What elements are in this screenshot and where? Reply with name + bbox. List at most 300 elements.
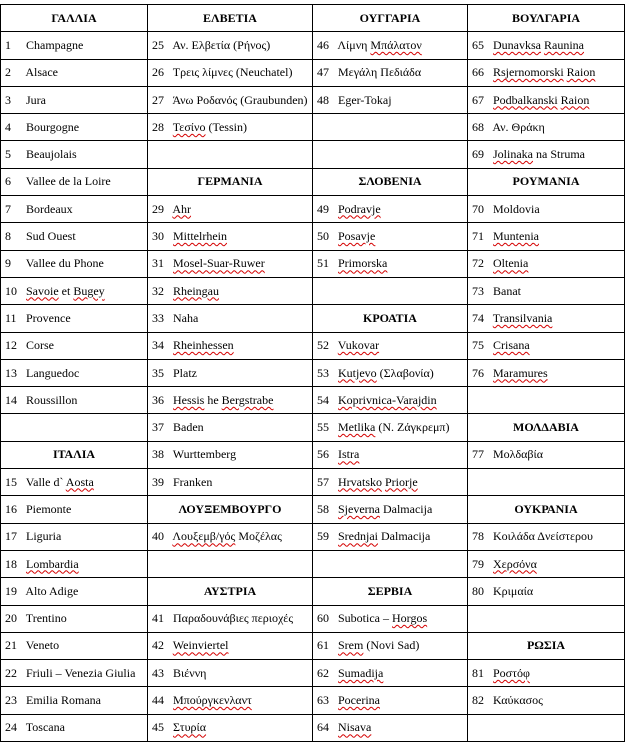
region-cell	[148, 660, 313, 687]
region-number: 77	[472, 447, 484, 462]
region-cell	[313, 223, 468, 250]
table-row	[1, 196, 625, 223]
region-cell	[148, 550, 313, 577]
region-name: Banat	[493, 283, 521, 298]
table-row	[1, 359, 625, 386]
region-name: Naha	[173, 310, 199, 325]
region-name: Maramures	[493, 365, 548, 380]
region-number: 4	[5, 119, 11, 134]
region-number: 47	[317, 65, 329, 80]
table-row	[1, 223, 625, 250]
region-name: Hessis he Bergstrabe	[173, 392, 274, 407]
region-number: 82	[472, 693, 484, 708]
region-cell	[313, 550, 468, 577]
region-cell	[148, 32, 313, 59]
table-row	[1, 496, 625, 523]
region-cell	[313, 660, 468, 687]
region-cell	[313, 605, 468, 632]
region-cell	[1, 469, 148, 496]
region-cell	[148, 359, 313, 386]
region-number: 65	[472, 37, 484, 52]
table-row	[1, 114, 625, 141]
region-name: Sumadija	[338, 665, 384, 680]
region-cell	[313, 59, 468, 86]
region-number: 19	[5, 583, 17, 598]
region-number: 55	[317, 420, 329, 435]
region-number: 29	[152, 201, 164, 216]
region-cell	[1, 59, 148, 86]
region-cell	[468, 86, 625, 113]
region-cell	[1, 414, 148, 441]
region-cell	[468, 469, 625, 496]
region-name: Corse	[26, 338, 54, 353]
country-header: ΛΟΥΞΕΜΒΟΥΡΓΟ	[148, 496, 313, 523]
region-name: Languedoc	[26, 365, 80, 380]
region-cell	[313, 523, 468, 550]
region-cell	[148, 196, 313, 223]
region-name: Μπούργκενλαντ	[173, 693, 252, 708]
region-name: Baden	[173, 420, 204, 435]
region-name: Beaujolais	[26, 147, 77, 162]
region-cell	[148, 250, 313, 277]
table-row	[1, 687, 625, 714]
country-header: ΟΥΚΡΑΝΙΑ	[468, 496, 625, 523]
country-header: ΣΕΡΒΙΑ	[313, 578, 468, 605]
table-row	[1, 141, 625, 168]
country-header: ΜΟΛΔΑΒΙΑ	[468, 414, 625, 441]
region-name: Champagne	[26, 37, 84, 52]
region-name: Piemonte	[26, 501, 72, 516]
region-name: Muntenia	[493, 229, 539, 244]
table-row	[1, 250, 625, 277]
region-name: Τρεις λίμνες (Neuchatel)	[172, 65, 293, 80]
region-number: 66	[472, 65, 484, 80]
region-name: Τεσίνο (Tessin)	[172, 119, 247, 134]
region-number: 42	[152, 638, 164, 653]
region-name: Alto Adige	[25, 583, 79, 598]
region-number: 51	[317, 256, 329, 271]
region-cell	[468, 250, 625, 277]
table-row	[1, 86, 625, 113]
region-number: 13	[5, 365, 17, 380]
region-cell	[468, 523, 625, 550]
region-name: Rsjernomorski Raion	[493, 65, 596, 80]
region-name: Ροστόφ	[493, 665, 530, 680]
region-number: 41	[152, 611, 164, 626]
region-cell	[313, 414, 468, 441]
region-name: Podravje	[338, 201, 381, 216]
region-number: 8	[5, 229, 11, 244]
region-number: 73	[472, 283, 484, 298]
region-name: Primorska	[338, 256, 388, 271]
region-cell	[1, 32, 148, 59]
region-number: 68	[472, 119, 484, 134]
region-cell	[468, 660, 625, 687]
region-number: 79	[472, 556, 484, 571]
region-number: 69	[472, 147, 484, 162]
region-cell	[313, 632, 468, 659]
region-cell	[1, 141, 148, 168]
region-name: Bourgogne	[26, 119, 80, 134]
region-cell	[1, 332, 148, 359]
region-cell	[313, 141, 468, 168]
table-row	[1, 59, 625, 86]
region-name: Sud Ouest	[26, 229, 76, 244]
region-name: Pocerina	[338, 693, 380, 708]
region-name: Jura	[26, 92, 46, 107]
region-cell	[148, 414, 313, 441]
region-number: 31	[152, 256, 164, 271]
region-cell	[1, 277, 148, 304]
region-cell	[313, 86, 468, 113]
region-number: 72	[472, 256, 484, 271]
region-number: 62	[317, 665, 329, 680]
region-number: 23	[5, 693, 17, 708]
region-number: 63	[317, 693, 329, 708]
region-number: 71	[472, 229, 484, 244]
country-header: ΡΩΣΙΑ	[468, 632, 625, 659]
region-name: Friuli – Venezia Giulia	[26, 665, 136, 680]
region-name: Posavje	[338, 229, 376, 244]
region-cell	[468, 59, 625, 86]
region-cell	[1, 86, 148, 113]
region-cell	[313, 687, 468, 714]
region-number: 12	[5, 338, 17, 353]
region-name: Κριμαία	[493, 583, 534, 598]
region-number: 26	[152, 65, 164, 80]
region-name: Weinviertel	[172, 638, 229, 653]
region-name: Χερσόνα	[493, 556, 537, 571]
region-cell	[148, 223, 313, 250]
region-name: Alsace	[25, 65, 58, 80]
table-row	[1, 387, 625, 414]
region-cell	[468, 359, 625, 386]
region-number: 46	[317, 37, 329, 52]
region-cell	[313, 332, 468, 359]
region-cell	[468, 687, 625, 714]
region-name: Liguria	[26, 529, 62, 544]
region-name: Toscana	[25, 720, 65, 735]
region-name: Emilia Romana	[26, 693, 101, 708]
region-cell	[313, 496, 468, 523]
table-row	[1, 469, 625, 496]
region-cell	[468, 578, 625, 605]
region-name: Franken	[173, 474, 213, 489]
region-name: Oltenia	[493, 256, 529, 271]
region-cell	[1, 605, 148, 632]
region-number: 48	[317, 92, 329, 107]
table-row	[1, 32, 625, 59]
region-cell	[1, 660, 148, 687]
region-name: Metlika (Ν. Ζάγκρεμπ)	[338, 420, 450, 435]
wine-regions-table	[0, 4, 625, 742]
region-name: Nisava	[338, 720, 372, 735]
region-name: Dunavksa Raunina	[493, 37, 584, 52]
region-cell	[148, 605, 313, 632]
region-name: Eger-Tokaj	[338, 92, 392, 107]
region-cell	[1, 359, 148, 386]
country-header: ΓΕΡΜΑΝΙΑ	[148, 168, 313, 195]
region-cell	[148, 387, 313, 414]
region-number: 59	[317, 529, 329, 544]
region-cell	[468, 387, 625, 414]
region-name: Roussillon	[26, 392, 78, 407]
region-cell	[1, 114, 148, 141]
region-name: Κοιλάδα Δνείστερου	[493, 529, 593, 544]
table-row	[1, 660, 625, 687]
region-name: Moldovia	[493, 201, 540, 216]
region-name: Provence	[26, 310, 71, 325]
region-name: Transilvania	[492, 310, 553, 325]
region-name: Καύκασος	[493, 693, 543, 708]
region-number: 74	[472, 310, 484, 325]
region-cell	[148, 277, 313, 304]
region-number: 1	[5, 37, 11, 52]
region-name: Vukovar	[337, 338, 380, 353]
column-header: ΓΑΛΛΙΑ	[1, 5, 148, 32]
region-cell	[1, 578, 148, 605]
region-cell	[148, 86, 313, 113]
region-number: 76	[472, 365, 484, 380]
region-name: Vallee de la Loire	[25, 174, 111, 189]
region-name: Platz	[173, 365, 197, 380]
region-name: Veneto	[25, 638, 60, 653]
table-header-row	[1, 5, 625, 32]
region-number: 64	[317, 720, 329, 735]
region-number: 37	[152, 420, 164, 435]
region-cell	[148, 332, 313, 359]
region-name: Koprivnica-Varajdin	[338, 392, 437, 407]
region-name: Λίμνη Μπάλατον	[337, 37, 422, 52]
region-cell	[468, 277, 625, 304]
table-row	[1, 523, 625, 550]
region-number: 43	[152, 665, 164, 680]
region-name: Hrvatsko Priorje	[338, 474, 418, 489]
region-name: Trentino	[25, 611, 67, 626]
region-number: 70	[472, 201, 484, 216]
region-number: 5	[5, 147, 11, 162]
region-cell	[1, 714, 148, 741]
region-number: 60	[317, 611, 329, 626]
region-name: Παραδουνάβιες περιοχές	[173, 611, 294, 626]
region-number: 61	[317, 638, 329, 653]
region-cell	[148, 714, 313, 741]
region-number: 7	[5, 201, 11, 216]
region-cell	[468, 332, 625, 359]
region-number: 52	[317, 338, 329, 353]
table-row	[1, 632, 625, 659]
region-number: 39	[152, 474, 164, 489]
region-number: 78	[472, 529, 484, 544]
region-number: 80	[472, 583, 484, 598]
region-cell	[1, 632, 148, 659]
region-cell	[1, 223, 148, 250]
region-cell	[148, 632, 313, 659]
region-cell	[148, 523, 313, 550]
country-header: ΚΡΟΑΤΙΑ	[313, 305, 468, 332]
region-name: Μολδαβία	[493, 447, 544, 462]
region-cell	[468, 305, 625, 332]
region-number: 25	[152, 37, 164, 52]
region-name: Kutjevo (Σλαβονία)	[338, 365, 434, 380]
region-number: 67	[472, 92, 484, 107]
region-name: Srem (Novi Sad)	[338, 638, 420, 653]
region-number: 53	[317, 365, 329, 380]
region-name: Αν. Θράκη	[492, 119, 545, 134]
region-cell	[468, 114, 625, 141]
region-name: Βιέννη	[173, 665, 207, 680]
region-cell	[1, 687, 148, 714]
region-cell	[148, 305, 313, 332]
region-name: Mittelrhein	[173, 229, 227, 244]
country-header: ΙΤΑΛΙΑ	[1, 441, 148, 468]
table-row	[1, 578, 625, 605]
region-name: Valle d` Aosta	[25, 474, 94, 489]
region-number: 34	[152, 338, 164, 353]
region-cell	[468, 141, 625, 168]
region-number: 28	[152, 119, 164, 134]
region-number: 18	[5, 556, 17, 571]
region-name: Wurttemberg	[172, 447, 237, 462]
table-row	[1, 605, 625, 632]
region-name: Rheingau	[173, 283, 219, 298]
region-cell	[1, 305, 148, 332]
region-cell	[313, 250, 468, 277]
region-number: 15	[5, 474, 17, 489]
region-name: Lombardia	[26, 556, 79, 571]
table-row	[1, 305, 625, 332]
region-number: 40	[152, 529, 164, 544]
region-name: Bordeaux	[26, 201, 73, 216]
region-number: 6	[5, 174, 11, 189]
region-cell	[1, 387, 148, 414]
region-number: 57	[317, 474, 329, 489]
region-cell	[313, 32, 468, 59]
region-name: Rheinhessen	[173, 338, 234, 353]
region-cell	[1, 168, 148, 195]
table-row	[1, 332, 625, 359]
region-cell	[468, 32, 625, 59]
region-name: Subotica – Horgos	[338, 611, 428, 626]
region-name: Αν. Ελβετία (Ρήνος)	[172, 37, 271, 52]
region-cell	[313, 277, 468, 304]
region-number: 56	[317, 447, 329, 462]
region-name: Jolinaka na Struma	[493, 147, 585, 162]
region-number: 75	[472, 338, 484, 353]
region-cell	[313, 114, 468, 141]
region-cell	[148, 441, 313, 468]
region-name: Ahr	[172, 201, 192, 216]
region-name: Sjeverna Dalmacija	[338, 501, 433, 516]
region-name: Άνω Ροδανός (Graubunden)	[172, 92, 308, 107]
region-number: 17	[5, 529, 17, 544]
region-cell	[148, 141, 313, 168]
region-name: Crisana	[493, 338, 530, 353]
country-header: ΡΟΥΜΑΝΙΑ	[468, 168, 625, 195]
region-cell	[1, 550, 148, 577]
region-name: Srednjai Dalmacija	[338, 529, 431, 544]
region-number: 45	[152, 720, 164, 735]
table-row	[1, 441, 625, 468]
region-number: 49	[317, 201, 329, 216]
region-number: 11	[5, 310, 17, 325]
region-cell	[313, 196, 468, 223]
region-number: 58	[317, 501, 329, 516]
region-cell	[1, 250, 148, 277]
region-number: 30	[152, 229, 164, 244]
region-number: 35	[152, 365, 164, 380]
region-name: Μεγάλη Πεδιάδα	[338, 65, 422, 80]
region-name: Vallee du Phone	[25, 256, 104, 271]
region-number: 22	[5, 665, 17, 680]
region-number: 27	[152, 92, 164, 107]
region-cell	[468, 441, 625, 468]
region-number: 10	[5, 283, 17, 298]
region-number: 44	[152, 693, 164, 708]
table-row	[1, 168, 625, 195]
region-name: Λουξεμβ/γός Μοζέλας	[172, 529, 282, 544]
region-cell	[1, 196, 148, 223]
region-number: 24	[5, 720, 17, 735]
region-number: 32	[152, 283, 164, 298]
region-cell	[313, 387, 468, 414]
region-number: 36	[152, 392, 164, 407]
region-name: Podbalkanski Raion	[493, 92, 590, 107]
region-number: 14	[5, 392, 17, 407]
region-cell	[468, 196, 625, 223]
table-row	[1, 277, 625, 304]
region-cell	[1, 496, 148, 523]
region-name: Istra	[338, 447, 360, 462]
table-row	[1, 414, 625, 441]
region-cell	[313, 441, 468, 468]
region-cell	[313, 714, 468, 741]
region-number: 20	[5, 611, 17, 626]
region-number: 16	[5, 501, 17, 516]
region-name: Savoie et Bugey	[26, 283, 105, 298]
region-cell	[468, 714, 625, 741]
region-number: 2	[5, 65, 11, 80]
region-cell	[313, 359, 468, 386]
column-header: ΕΛΒΕΤΙΑ	[148, 5, 313, 32]
region-number: 38	[152, 447, 164, 462]
table-row	[1, 550, 625, 577]
column-header: ΒΟΥΛΓΑΡΙΑ	[468, 5, 625, 32]
region-cell	[148, 469, 313, 496]
region-cell	[313, 469, 468, 496]
region-cell	[148, 59, 313, 86]
region-cell	[1, 523, 148, 550]
region-cell	[468, 550, 625, 577]
region-number: 54	[317, 392, 329, 407]
region-number: 21	[5, 638, 17, 653]
region-name: Mosel-Suar-Ruwer	[173, 256, 265, 271]
table-body	[1, 32, 625, 742]
region-cell	[468, 223, 625, 250]
region-number: 3	[5, 92, 11, 107]
region-number: 9	[5, 256, 11, 271]
region-number: 81	[472, 665, 484, 680]
region-cell	[148, 687, 313, 714]
region-cell	[468, 605, 625, 632]
region-number: 50	[317, 229, 329, 244]
table-row	[1, 714, 625, 741]
region-name: Στυρία	[173, 720, 207, 735]
column-header: ΟΥΓΓΑΡΙΑ	[313, 5, 468, 32]
country-header: ΣΛΟΒΕΝΙΑ	[313, 168, 468, 195]
region-cell	[148, 114, 313, 141]
region-number: 33	[152, 310, 164, 325]
